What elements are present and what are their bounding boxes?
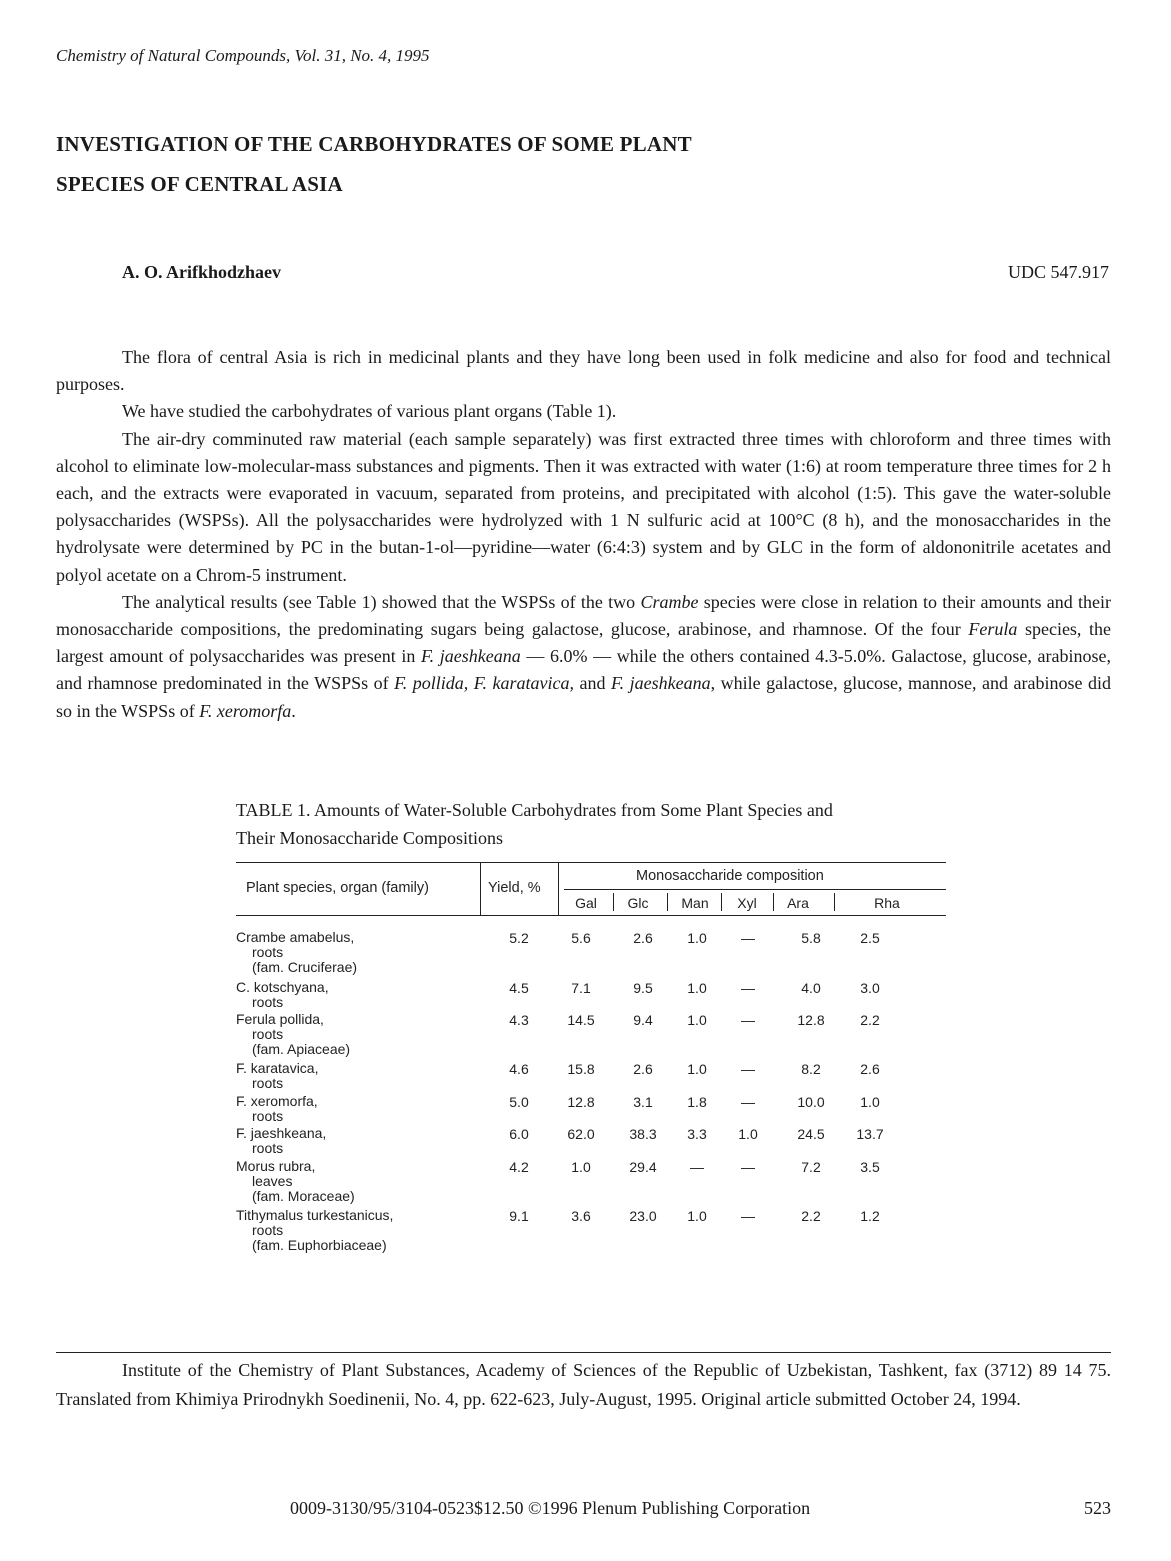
article-title-line-2: SPECIES OF CENTRAL ASIA bbox=[56, 172, 343, 196]
ara-cell: 12.8 bbox=[797, 1012, 825, 1028]
footnote-rule bbox=[56, 1352, 1111, 1353]
man-cell: 1.0 bbox=[687, 1061, 707, 1077]
table-header bbox=[236, 862, 946, 916]
rha-cell: 13.7 bbox=[856, 1126, 884, 1142]
man-cell: 1.0 bbox=[687, 1208, 707, 1224]
table-row bbox=[236, 1126, 946, 1156]
column-divider bbox=[480, 863, 481, 915]
table-row bbox=[236, 1061, 946, 1091]
gal-cell: 14.5 bbox=[567, 1012, 595, 1028]
table-row bbox=[236, 930, 946, 975]
species-line: (fam. Cruciferae) bbox=[252, 959, 358, 975]
species-line: (fam. Moraceae) bbox=[252, 1188, 355, 1204]
xyl-cell: — bbox=[741, 1012, 755, 1028]
gal-cell: 7.1 bbox=[571, 980, 591, 996]
p4-text: — 6.0% — while the others contained 4.3-5.0%. Galactose, glucose, arabinose, and rhamnose predominated in the WSPSs of bbox=[56, 646, 1111, 694]
man-cell: 1.0 bbox=[687, 1012, 707, 1028]
article-title-line-1: INVESTIGATION OF THE CARBOHYDRATES OF SOME PLANT bbox=[56, 132, 692, 156]
xyl-cell: — bbox=[741, 1159, 755, 1175]
author-name: A. O. Arifkhodzhaev bbox=[122, 262, 282, 282]
paragraph-3: The air-dry comminuted raw material (each sample separately) was first extracted three times with chloroform and three times with alcohol to eliminate low-molecular-mass substances and pigments. Then it was extracted with water (1:6) at room temperature three times for 2 h each, and the extracts were evaporated in vacuum, separated from proteins, and precipitated with alcohol (1:5). This gave the water-soluble polysaccharides (WSPSs). All the polysaccharides were hydrolyzed with 1 N sulfuric acid at 100°C (8 h), and the monosaccharides in the hydrolysate were determined by PC in the butan-1-ol—pyridine—water (6:4:3) system and by GLC in the form of aldononitrile acetates and polyol acetate on a Chrom-5 instrument. bbox=[56, 428, 1111, 585]
xyl-cell: — bbox=[741, 930, 755, 946]
species-line: roots bbox=[252, 1140, 284, 1156]
table-row bbox=[236, 1208, 946, 1253]
rha-cell: 2.6 bbox=[860, 1061, 880, 1077]
article-title bbox=[56, 124, 692, 204]
p4-text: The analytical results (see Table 1) showed that the WSPSs of the two bbox=[122, 591, 641, 612]
column-header-monosaccharide: Monosaccharide composition bbox=[636, 868, 824, 884]
man-cell: — bbox=[690, 1159, 704, 1175]
yield-cell: 9.1 bbox=[509, 1208, 529, 1224]
ara-cell: 8.2 bbox=[801, 1061, 821, 1077]
table-caption-line-2: Their Monosaccharide Compositions bbox=[236, 828, 503, 848]
xyl-cell: — bbox=[741, 980, 755, 996]
xyl-cell: — bbox=[741, 1094, 755, 1110]
p4-italic-species: F. xeromorfa bbox=[199, 700, 292, 721]
man-cell: 1.8 bbox=[687, 1094, 707, 1110]
xyl-cell: 1.0 bbox=[738, 1126, 758, 1142]
species-line: Tithymalus turkestanicus, bbox=[236, 1207, 394, 1223]
species-line: C. kotschyana, bbox=[236, 979, 329, 995]
gal-cell: 5.6 bbox=[571, 930, 591, 946]
yield-cell: 4.5 bbox=[509, 980, 529, 996]
man-cell: 3.3 bbox=[687, 1126, 707, 1142]
column-header-glc: Glc bbox=[627, 895, 649, 911]
rha-cell: 1.0 bbox=[860, 1094, 880, 1110]
species-line: roots bbox=[252, 1026, 284, 1042]
p4-italic-species: F. jaeshkeana bbox=[610, 673, 711, 694]
species-line: F. karatavica, bbox=[236, 1060, 319, 1076]
species-line: roots bbox=[252, 1222, 284, 1238]
species-line: F. xeromorfa, bbox=[236, 1093, 318, 1109]
table-body bbox=[236, 930, 946, 1350]
table-row bbox=[236, 1159, 946, 1204]
ara-cell: 2.2 bbox=[801, 1208, 821, 1224]
glc-cell: 3.1 bbox=[633, 1094, 653, 1110]
ara-cell: 10.0 bbox=[797, 1094, 825, 1110]
data-table bbox=[236, 862, 946, 1350]
p4-italic-species: F. jaeshkeana bbox=[420, 646, 521, 667]
rha-cell: 2.2 bbox=[860, 1012, 880, 1028]
xyl-cell: — bbox=[741, 1061, 755, 1077]
paragraph-4 bbox=[56, 589, 1111, 725]
ara-cell: 5.8 bbox=[801, 930, 821, 946]
rha-cell: 3.5 bbox=[860, 1159, 880, 1175]
species-line: roots bbox=[252, 994, 284, 1010]
page-number: 523 bbox=[1084, 1498, 1111, 1518]
footnote bbox=[56, 1356, 1111, 1414]
species-line: roots bbox=[252, 1075, 284, 1091]
header-rule bbox=[564, 889, 946, 890]
column-header-rha: Rha bbox=[874, 895, 900, 911]
column-header-xyl: Xyl bbox=[737, 895, 757, 911]
p4-text: species, the largest amount of polysaccharides was present in bbox=[56, 619, 1112, 667]
p4-italic-crambe: Crambe bbox=[640, 591, 699, 612]
column-header-man: Man bbox=[681, 895, 709, 911]
glc-cell: 9.4 bbox=[633, 1012, 653, 1028]
column-header-gal: Gal bbox=[575, 895, 597, 911]
column-divider bbox=[834, 893, 835, 911]
man-cell: 1.0 bbox=[687, 930, 707, 946]
species-line: roots bbox=[252, 944, 284, 960]
table-caption bbox=[236, 796, 956, 852]
species-line: roots bbox=[252, 1108, 284, 1124]
column-header-yield: Yield, % bbox=[488, 880, 541, 896]
glc-cell: 2.6 bbox=[633, 1061, 653, 1077]
yield-cell: 6.0 bbox=[509, 1126, 529, 1142]
glc-cell: 29.4 bbox=[629, 1159, 657, 1175]
p4-italic-species: F. pollida, F. karatavica, bbox=[394, 673, 574, 694]
udc-code: UDC 547.917 bbox=[1007, 262, 1109, 282]
yield-cell: 5.2 bbox=[509, 930, 529, 946]
table-row bbox=[236, 1094, 946, 1124]
xyl-cell: — bbox=[741, 1208, 755, 1224]
ara-cell: 24.5 bbox=[797, 1126, 825, 1142]
column-header-ara: Ara bbox=[787, 895, 809, 911]
glc-cell: 2.6 bbox=[633, 930, 653, 946]
species-line: Crambe amabelus, bbox=[236, 929, 355, 945]
yield-cell: 4.2 bbox=[509, 1159, 529, 1175]
glc-cell: 38.3 bbox=[629, 1126, 657, 1142]
glc-cell: 23.0 bbox=[629, 1208, 657, 1224]
column-header-species: Plant species, organ (family) bbox=[246, 880, 429, 896]
ara-cell: 4.0 bbox=[801, 980, 821, 996]
gal-cell: 1.0 bbox=[571, 1159, 591, 1175]
yield-cell: 4.3 bbox=[509, 1012, 529, 1028]
column-divider bbox=[558, 863, 559, 915]
journal-header: Chemistry of Natural Compounds, Vol. 31, No. 4, 1995 bbox=[56, 46, 430, 65]
gal-cell: 62.0 bbox=[567, 1126, 595, 1142]
table-row bbox=[236, 1012, 946, 1057]
species-line: Ferula pollida, bbox=[236, 1011, 324, 1027]
rha-cell: 2.5 bbox=[860, 930, 880, 946]
species-line: F. jaeshkeana, bbox=[236, 1125, 327, 1141]
species-line: leaves bbox=[252, 1173, 293, 1189]
rha-cell: 1.2 bbox=[860, 1208, 880, 1224]
gal-cell: 12.8 bbox=[567, 1094, 595, 1110]
paragraph-1: The flora of central Asia is rich in medicinal plants and they have long been used in folk medicine and also for food and technical purposes. bbox=[56, 347, 1111, 395]
p4-text: species were close in relation to their amounts and their monosaccharide compositions, the predominating sugars being galactose, glucose, arabinose, and rhamnose. Of the four bbox=[56, 591, 1111, 640]
column-divider bbox=[667, 893, 668, 911]
gal-cell: 3.6 bbox=[571, 1208, 591, 1224]
species-line: (fam. Euphorbiaceae) bbox=[252, 1237, 387, 1253]
species-line: (fam. Apiaceae) bbox=[252, 1041, 351, 1057]
glc-cell: 9.5 bbox=[633, 980, 653, 996]
footnote-text: Institute of the Chemistry of Plant Substances, Academy of Sciences of the Republic of Uzbekistan, Tashkent, fax (3712) 89 14 75. Translated from Khimiya Prirodnykh Soedinenii, No. 4, pp. 622-623, July-August, 1995. Original article submitted October 24, 1994. bbox=[56, 1360, 1111, 1409]
species-line: Morus rubra, bbox=[236, 1158, 316, 1174]
article-body bbox=[56, 344, 1111, 725]
copyright-line: 0009-3130/95/3104-0523$12.50 ©1996 Plenum Publishing Corporation bbox=[290, 1498, 811, 1518]
p4-text: and bbox=[573, 673, 611, 694]
yield-cell: 4.6 bbox=[509, 1061, 529, 1077]
p4-text: , while galactose, glucose, mannose, and arabinose did so in the WSPSs of bbox=[56, 673, 1111, 721]
paragraph-2: We have studied the carbohydrates of various plant organs (Table 1). bbox=[122, 401, 617, 422]
rha-cell: 3.0 bbox=[860, 980, 880, 996]
table-row bbox=[236, 980, 946, 1010]
p4-italic-ferula: Ferula bbox=[968, 619, 1018, 640]
ara-cell: 7.2 bbox=[801, 1159, 821, 1175]
table-caption-line-1: TABLE 1. Amounts of Water-Soluble Carbohydrates from Some Plant Species and bbox=[236, 800, 833, 820]
p4-text: . bbox=[291, 700, 296, 721]
yield-cell: 5.0 bbox=[509, 1094, 529, 1110]
man-cell: 1.0 bbox=[687, 980, 707, 996]
gal-cell: 15.8 bbox=[567, 1061, 595, 1077]
